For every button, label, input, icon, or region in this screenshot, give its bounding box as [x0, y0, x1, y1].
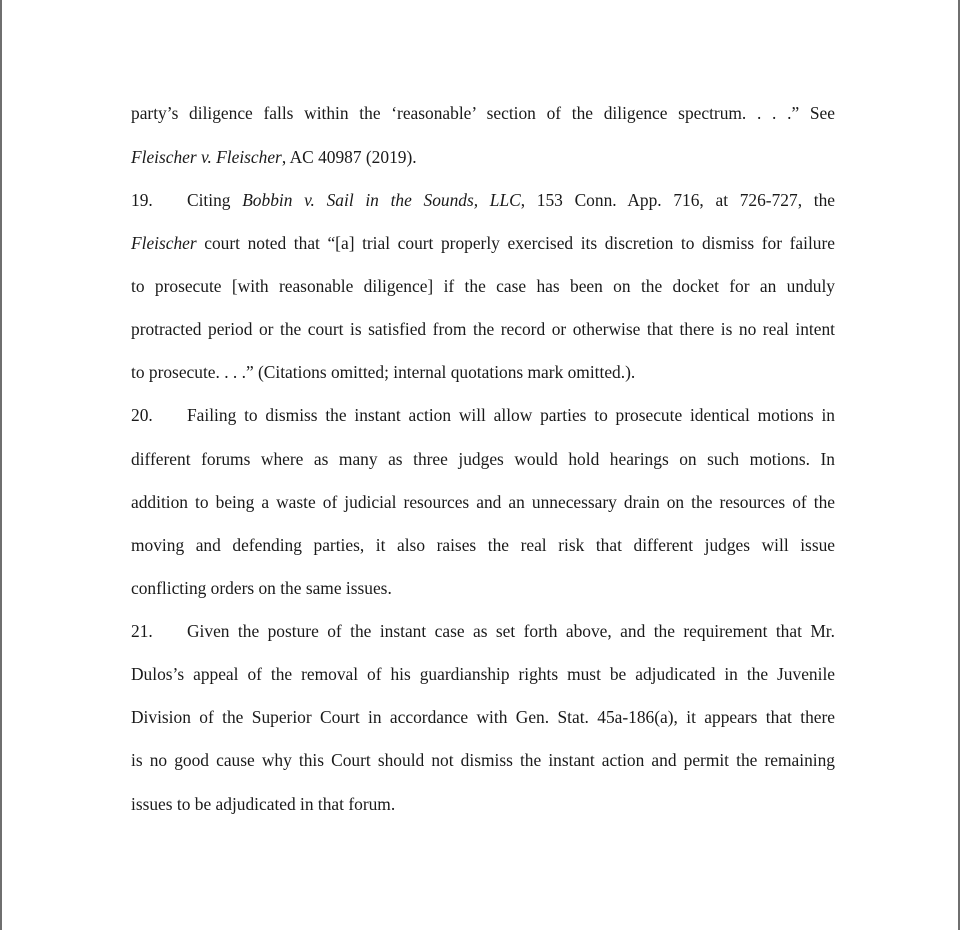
- text-segment: protracted period or the court is satisfied from the record or otherwise that there is no real intent: [131, 319, 835, 339]
- text-line: [131, 101, 835, 125]
- text-segment: [187, 188, 835, 212]
- text-line: [131, 662, 835, 686]
- text-segment: conflicting orders on the same issues.: [131, 578, 392, 598]
- paragraph-number: 20.: [131, 405, 153, 425]
- text-segment: Given the posture of the instant case as set forth above, and the requirement that Mr.: [187, 621, 835, 641]
- text-line: [131, 705, 835, 729]
- text-line: [131, 231, 835, 255]
- text-segment: , 153 Conn. App. 716, at 726-727, the: [520, 190, 835, 210]
- text-segment: is no good cause why this Court should not dismiss the instant action and permit the remaining: [131, 750, 835, 770]
- text-line: [131, 145, 835, 169]
- text-segment: issues to be adjudicated in that forum.: [131, 794, 396, 814]
- paragraph-19-line-1: [131, 188, 835, 212]
- case-citation: Bobbin v. Sail in the Sounds, LLC: [242, 190, 521, 210]
- text-line: [131, 274, 835, 298]
- text-segment: different forums where as many as three judges would hold hearings on such motions. In: [131, 449, 835, 469]
- text-line: [131, 533, 835, 557]
- text-line: [131, 317, 835, 341]
- text-line: [131, 748, 835, 772]
- text-segment: addition to being a waste of judicial resources and an unnecessary drain on the resources of the: [131, 492, 835, 512]
- text-segment: Division of the Superior Court in accordance with Gen. Stat. 45a-186(a), it appears that there: [131, 707, 835, 727]
- text-line: [131, 792, 835, 816]
- text-segment: to prosecute. . . .” (Citations omitted; internal quotations mark omitted.).: [131, 362, 636, 382]
- text-line: [131, 447, 835, 471]
- text-segment: moving and defending parties, it also raises the real risk that different judges will issue: [131, 535, 835, 555]
- text-segment: party’s diligence falls within the ‘reasonable’ section of the diligence spectrum. . . .” See: [131, 103, 835, 123]
- case-citation: Fleischer: [131, 233, 197, 253]
- text-segment: Dulos’s appeal of the removal of his guardianship rights must be adjudicated in the Juvenile: [131, 664, 835, 684]
- paragraph-20-line-1: [131, 403, 835, 427]
- text-segment: Citing: [187, 190, 243, 210]
- text-segment: to prosecute [with reasonable diligence] if the case has been on the docket for an unduly: [131, 276, 835, 296]
- case-citation: Fleischer v. Fleischer: [131, 147, 282, 167]
- text-line: [131, 490, 835, 514]
- text-line: [131, 576, 835, 600]
- text-segment: court noted that “[a] trial court properly exercised its discretion to dismiss for failure: [196, 233, 835, 253]
- paragraph-number: 19.: [131, 190, 153, 210]
- paragraph-number: 21.: [131, 621, 153, 641]
- text-segment: , AC 40987 (2019).: [281, 147, 417, 167]
- text-segment: Failing to dismiss the instant action will allow parties to prosecute identical motions in: [187, 405, 835, 425]
- text-line: [131, 360, 835, 384]
- paragraph-21-line-1: [131, 619, 835, 643]
